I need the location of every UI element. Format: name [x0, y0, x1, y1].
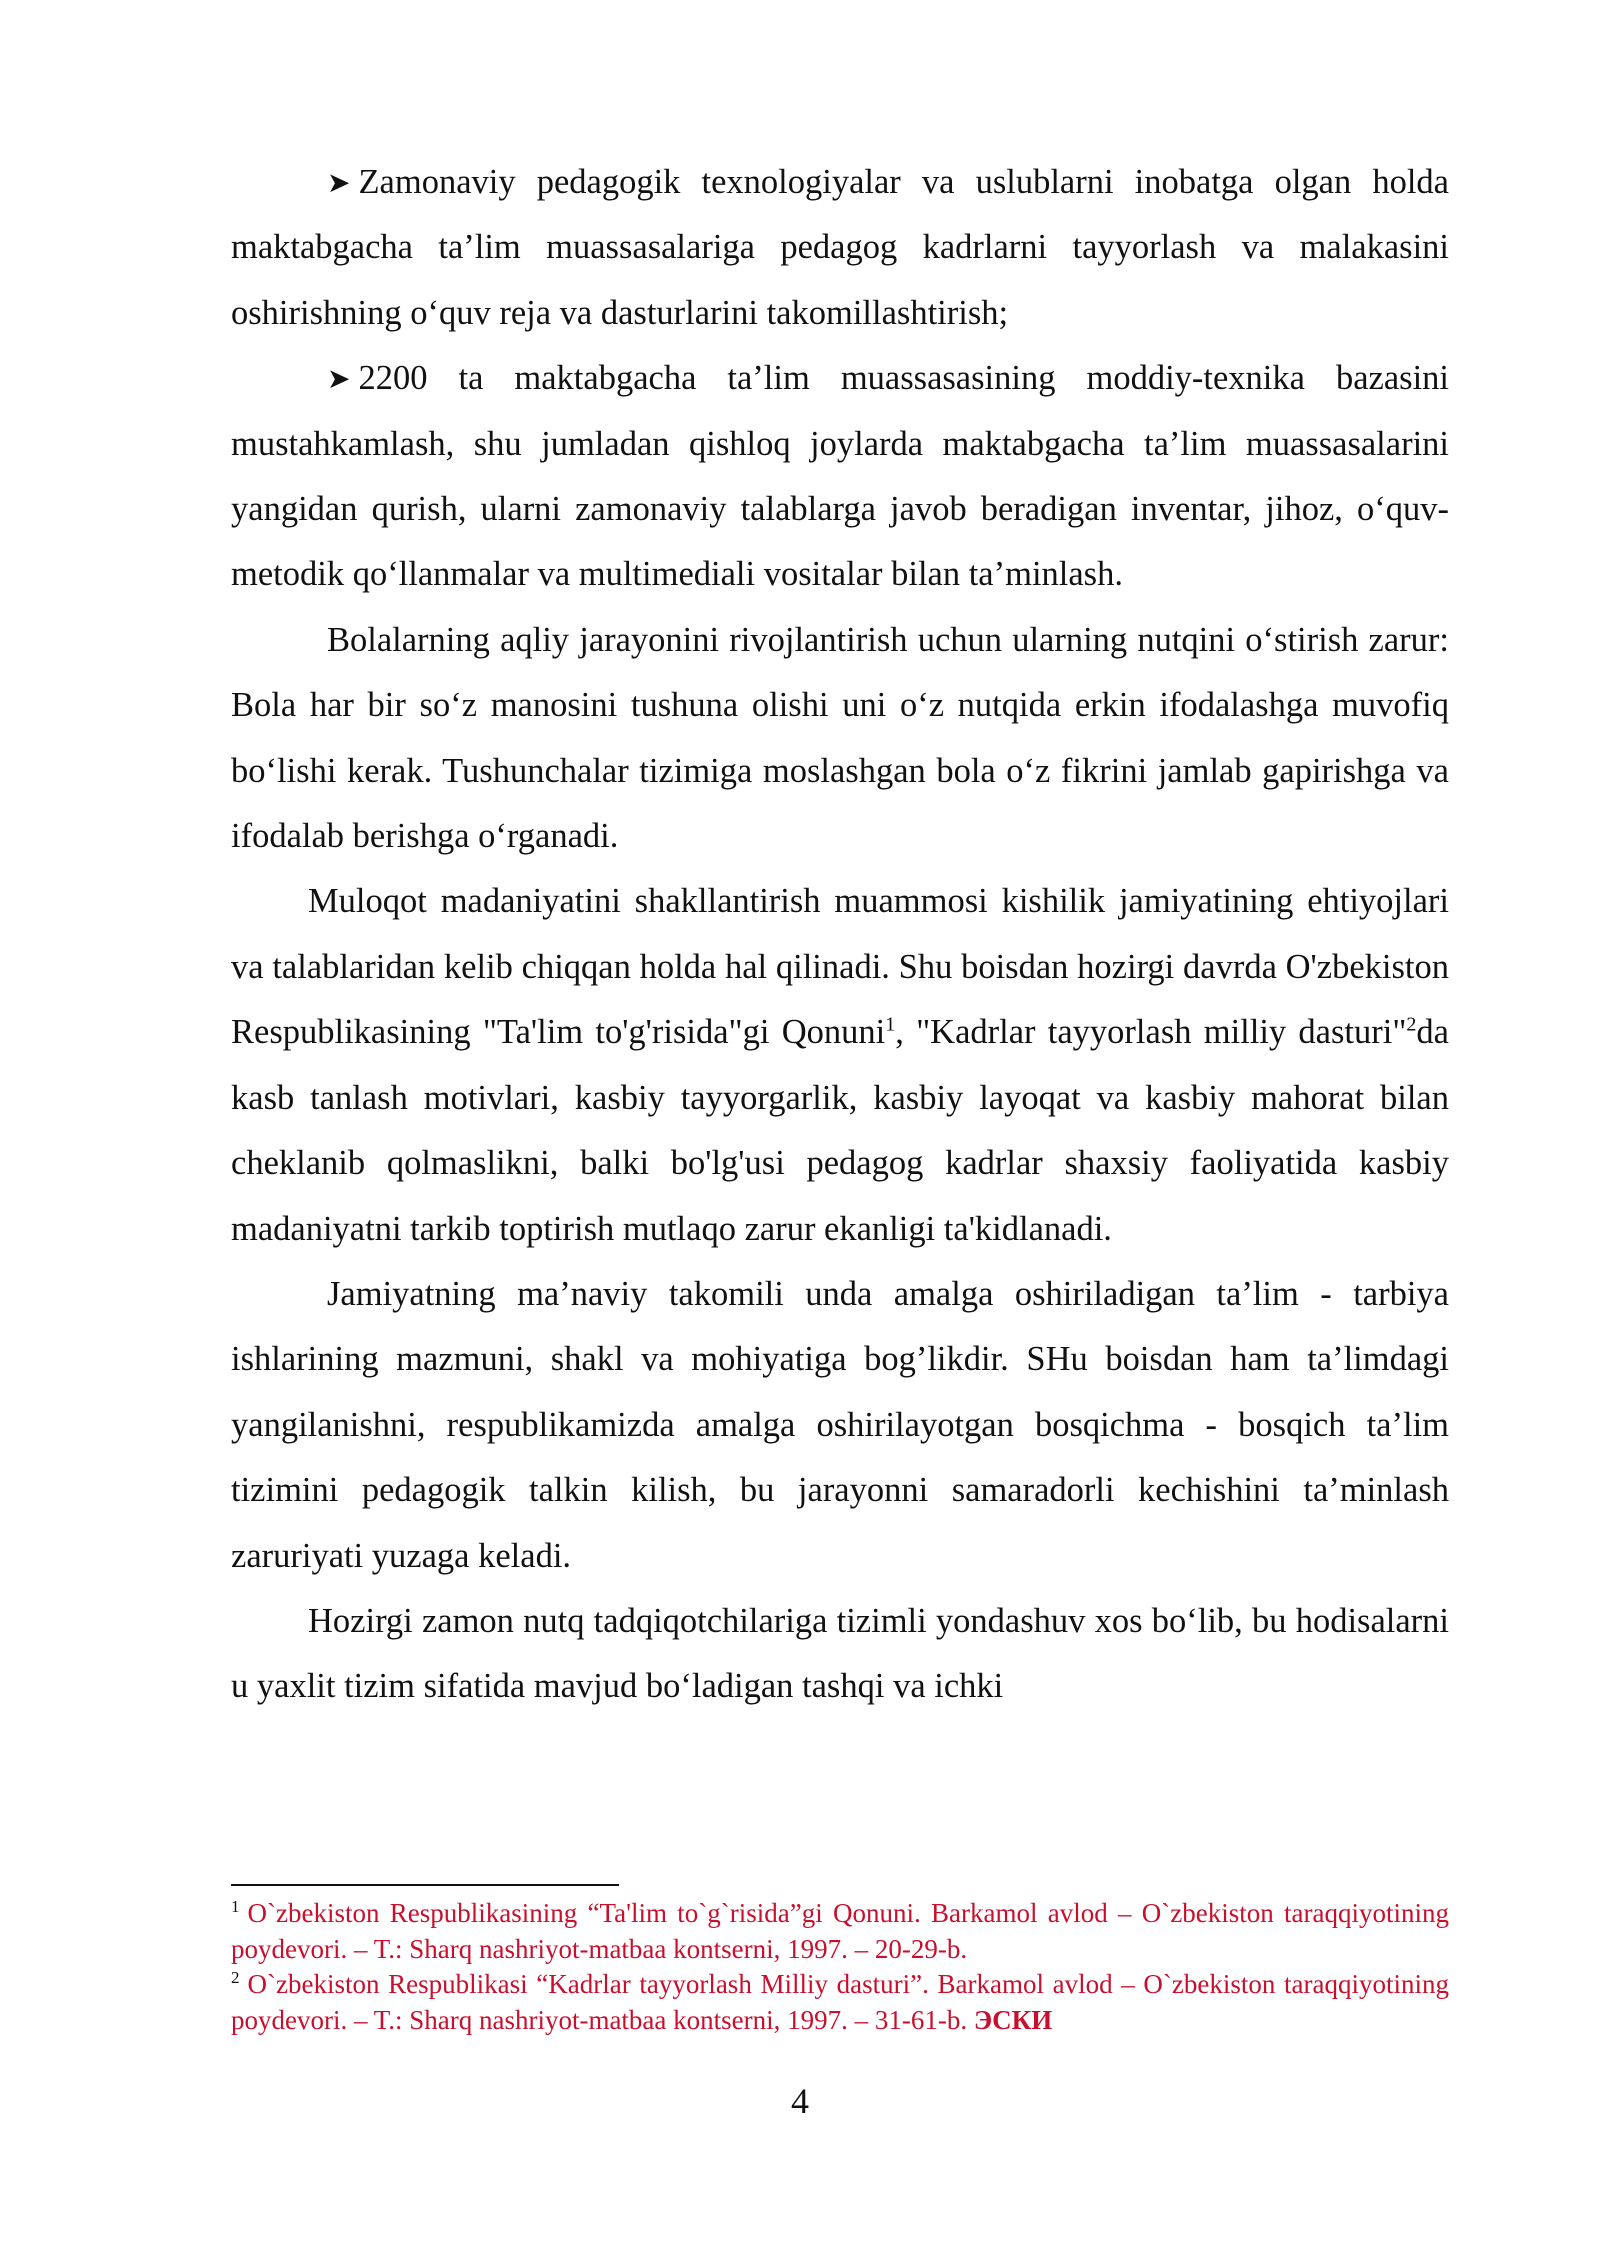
footnote-1 [231, 1896, 1449, 1967]
right-arrowhead-icon: ➤ [327, 166, 351, 199]
paragraph-text: , "Kadrlar tayyorlash milliy dasturi" [895, 1013, 1407, 1052]
bullet-item-2 [231, 346, 1449, 608]
footnote-2-stamp: ЭСКИ [973, 2004, 1053, 2035]
paragraph-text: Muloqot madaniyatini shakllantirish muammosi kishilik jamiyatining ehtiyojlari va talablaridan kelib chiqqan holda hal qilinadi. Shu boisdan hozirgi davrda O'zbekiston Respublikasining "Ta'lim to'g'risida"gi Qonuni [231, 882, 1449, 1052]
page-number: 4 [791, 2081, 809, 2121]
body-text [231, 150, 1449, 1720]
right-arrowhead-icon: ➤ [327, 362, 351, 396]
footnotes [231, 1896, 1449, 2038]
bullet-item-2-text: 2200 ta maktabgacha ta’lim muassasasining moddiy-texnika bazasini mustahkamlash, shu jumladan qishloq joylarda maktabgacha ta’lim muassasalarini yangidan qurish, ularni zamonaviy talablarga javob beradigan inventar, jihoz, o‘quv-metodik qo‘llanmalar va multimediali vositalar bilan ta’minlash. [231, 359, 1449, 594]
bullet-item-1 [231, 150, 1449, 346]
paragraph-speech-development: Bolalarning aqliy jarayonini rivojlantirish uchun ularning nutqini o‘stirish zarur: Bola har bir so‘z manosini tushuna olishi uni o‘z nutqida erkin ifodalashga muvofiq bo‘lishi kerak. Tushunchalar tizimiga moslashgan bola o‘z fikrini jamlab gapirishga va ifodalab berishga o‘rganadi. [231, 620, 1449, 856]
paragraph-communication-culture [231, 869, 1449, 1261]
paragraph-text: da kasb tanlash motivlari, kasbiy tayyorgarlik, kasbiy layoqat va kasbiy mahorat bilan cheklanib qolmaslikni, balki bo'lg'usi pedagog kadrlar shaxsiy faoliyatida kasbiy madaniyatni tarkib toptirish mutlaqo zarur ekanligi ta'kidlanadi. [231, 1013, 1449, 1248]
bullet-item-1-text: Zamonaviy pedagogik texnologiyalar va uslublarni inobatga olgan holda maktabgacha ta’lim muassasalariga pedagog kadrlarni tayyorlash va malakasini oshirishning o‘quv reja va dasturlarini takomillashtirish; [231, 163, 1449, 332]
footnote-2-text: O`zbekiston Respublikasi “Kadrlar tayyorlash Milliy dasturi”. Barkamol avlod – O`zbekiston taraqqiyotining poydevori. – T.: Sharq nashriyot-matbaa kontserni, 1997. – 31-61-b. [231, 1969, 1449, 2035]
paragraph-speech-research: Hozirgi zamon nutq tadqiqotchilariga tizimli yondashuv xos bo‘lib, bu hodisalarni u yaxlit tizim sifatida mavjud bo‘ladigan tashqi va ichki [231, 1601, 1449, 1706]
footnote-ref-2[interactable]: 2 [1406, 1013, 1417, 1036]
footnote-separator [231, 1884, 619, 1886]
footnote-1-text: O`zbekiston Respublikasining “Ta'lim to`g`risida”gi Qonuni. Barkamol avlod – O`zbekiston taraqqiyotining poydevori. – T.: Sharq nashriyot-matbaa kontserni, 1997. – 20-29-b. [231, 1898, 1449, 1964]
footnote-ref-1[interactable]: 1 [885, 1013, 896, 1036]
paragraph-spiritual-development: Jamiyatning ma’naviy takomili unda amalga oshiriladigan ta’lim - tarbiya ishlarining mazmuni, shakl va mohiyatiga bog’likdir. SHu boisdan ham ta’limdagi yangilanishni, respublikamizda amalga oshirilayotgan bosqichma - bosqich ta’lim tizimini pedagogik talkin kilish, bu jarayonni samaradorli kechishini ta’minlash zaruriyati yuzaga keladi. [231, 1274, 1449, 1575]
footnote-1-number: 1 [231, 1897, 240, 1916]
footnote-2 [231, 1967, 1449, 2038]
footnote-2-number: 2 [231, 1968, 240, 1987]
